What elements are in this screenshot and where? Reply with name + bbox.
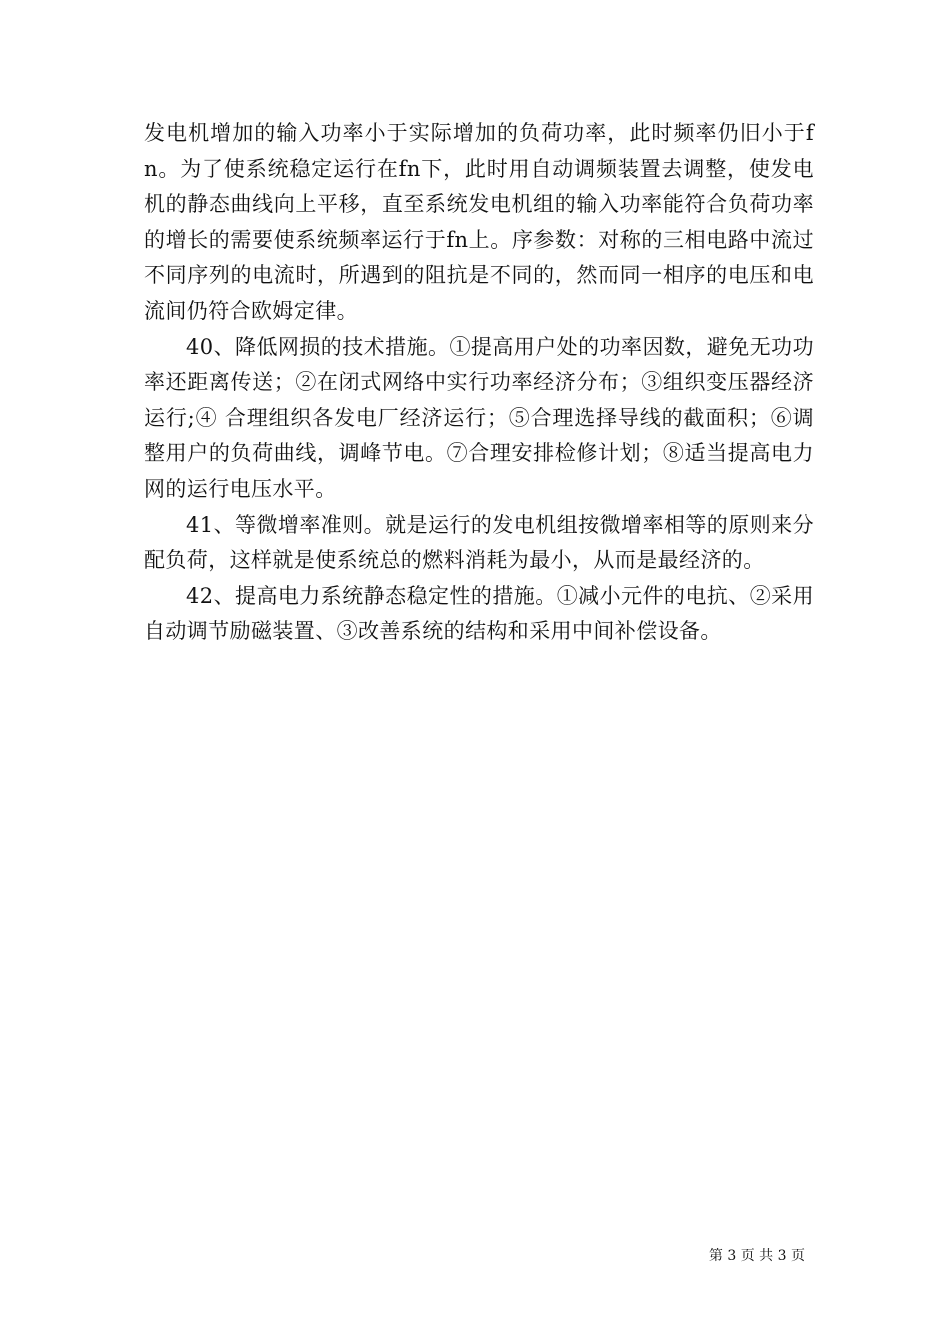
paragraph-item-41: 41、等微增率准则。就是运行的发电机组按微增率相等的原则来分配负荷，这样就是使系统总的燃料消耗为最小，从而是最经济的。 — [144, 512, 814, 573]
paragraph-item-42: 42、提高电力系统静态稳定性的措施。①减小元件的电抗、②采用自动调节励磁装置、③改善系统的结构和采用中间补偿设备。 — [144, 583, 814, 644]
paragraph-item-40: 40、降低网损的技术措施。①提高用户处的功率因数，避免无功功率还距离传送；②在闭式网络中实行功率经济分布；③组织变压器经济运行;④ 合理组织各发电厂经济运行；⑤合理选择导线的截面积；⑥调整用户的负荷曲线，调峰节电。⑦合理安排检修计划；⑧适当提高电力网的运行电压水平。 — [144, 334, 814, 501]
page-number-footer: 第 3 页 共 3 页 — [708, 1248, 805, 1264]
paragraph-continuation: 发电机增加的输入功率小于实际增加的负荷功率，此时频率仍旧小于fn。为了使系统稳定运行在fn下，此时用自动调频装置去调整，使发电机的静态曲线向上平移，直至系统发电机组的输入功率能符合负荷功率的增长的需要使系统频率运行于fn上。序参数：对称的三相电路中流过不同序列的电流时，所遇到的阻抗是不同的，然而同一相序的电压和电流间仍符合欧姆定律。 — [144, 121, 814, 323]
document-body — [144, 116, 814, 650]
